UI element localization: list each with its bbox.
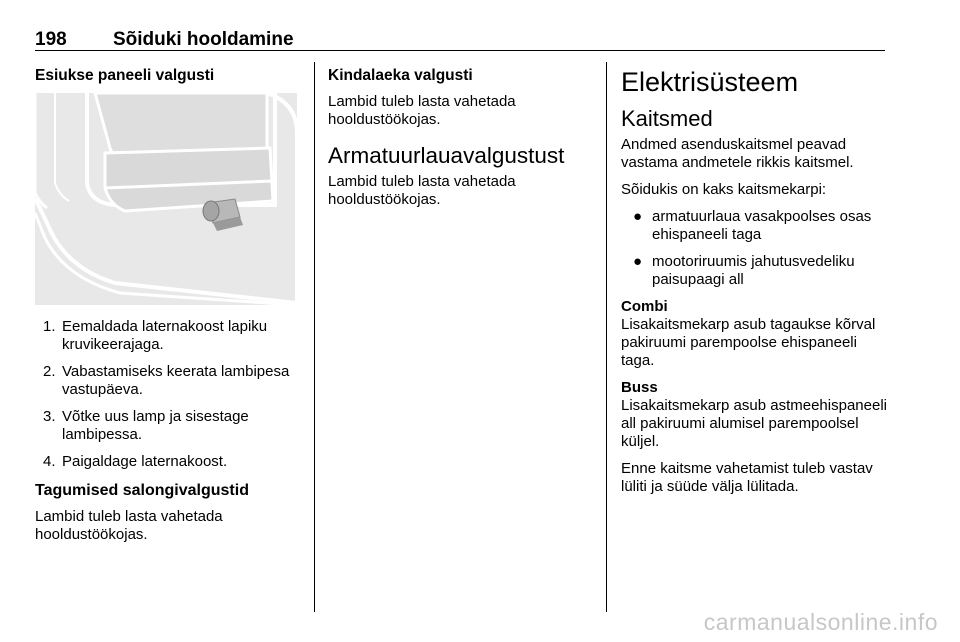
steps-list	[35, 318, 300, 471]
paragraph: Lisakaitsmekarp asub astmeehispaneeli all pakiruumi alumisel parempoolsel küljel.	[621, 397, 887, 450]
subsection-title: Kaitsmed	[621, 106, 713, 131]
chapter-title: Sõiduki hooldamine	[113, 29, 294, 50]
bullet-icon: ●	[633, 208, 643, 225]
paragraph: Andmed asenduskaitsmel peavad vastama andmetele rikkis kaitsmel.	[621, 136, 854, 171]
list-item: 2. Vabastamiseks keerata lambipesa vastupäeva.	[43, 363, 290, 398]
column-middle	[328, 66, 593, 218]
paragraph: Lambid tuleb lasta vahetada hooldustöökojas.	[35, 508, 223, 543]
section-heading: Kindalaeka valgusti	[328, 67, 473, 84]
list-item: 3. Võtke uus lamp ja sisestage lambipessa.	[43, 408, 249, 443]
column-divider	[606, 62, 607, 612]
door-panel-light-illustration	[35, 93, 297, 305]
list-item: ● mootoriruumis jahutusvedeliku paisupaagi all	[633, 253, 855, 288]
watermark: carmanualsonline.info	[703, 609, 938, 635]
list-item: 4. Paigaldage laternakoost.	[43, 453, 228, 470]
page-number: 198	[35, 29, 67, 50]
section-heading-large: Armatuurlauavalgustust	[328, 143, 565, 168]
bullet-list	[621, 208, 891, 289]
paragraph: Sõidukis on kaks kaitsmekarpi:	[621, 181, 827, 198]
bullet-icon: ●	[633, 253, 643, 270]
variant-heading-combi: Combi	[621, 298, 668, 315]
column-left	[35, 66, 300, 553]
paragraph: Enne kaitsme vahetamist tuleb vastav lüliti ja süüde välja lülitada.	[621, 460, 873, 495]
page-header	[35, 22, 885, 51]
chapter-section-title: Elektrisüsteem	[621, 67, 799, 97]
list-item: ● armatuurlaua vasakpoolses osas ehispaneeli taga	[633, 208, 872, 243]
section-heading: Tagumised salongivalgustid	[35, 482, 249, 499]
column-divider	[314, 62, 315, 612]
paragraph: Lisakaitsmekarp asub tagaukse kõrval pakiruumi parempoolse ehispaneeli taga.	[621, 316, 876, 369]
list-item: 1. Eemaldada laternakoost lapiku kruvikeerajaga.	[43, 318, 268, 353]
column-right	[621, 66, 891, 505]
section-heading: Esiukse paneeli valgusti	[35, 67, 215, 84]
paragraph: Lambid tuleb lasta vahetada hooldustöökojas.	[328, 173, 516, 208]
paragraph: Lambid tuleb lasta vahetada hooldustöökojas.	[328, 93, 516, 128]
variant-heading-buss: Buss	[621, 379, 658, 396]
door-panel-illustration	[35, 93, 297, 305]
